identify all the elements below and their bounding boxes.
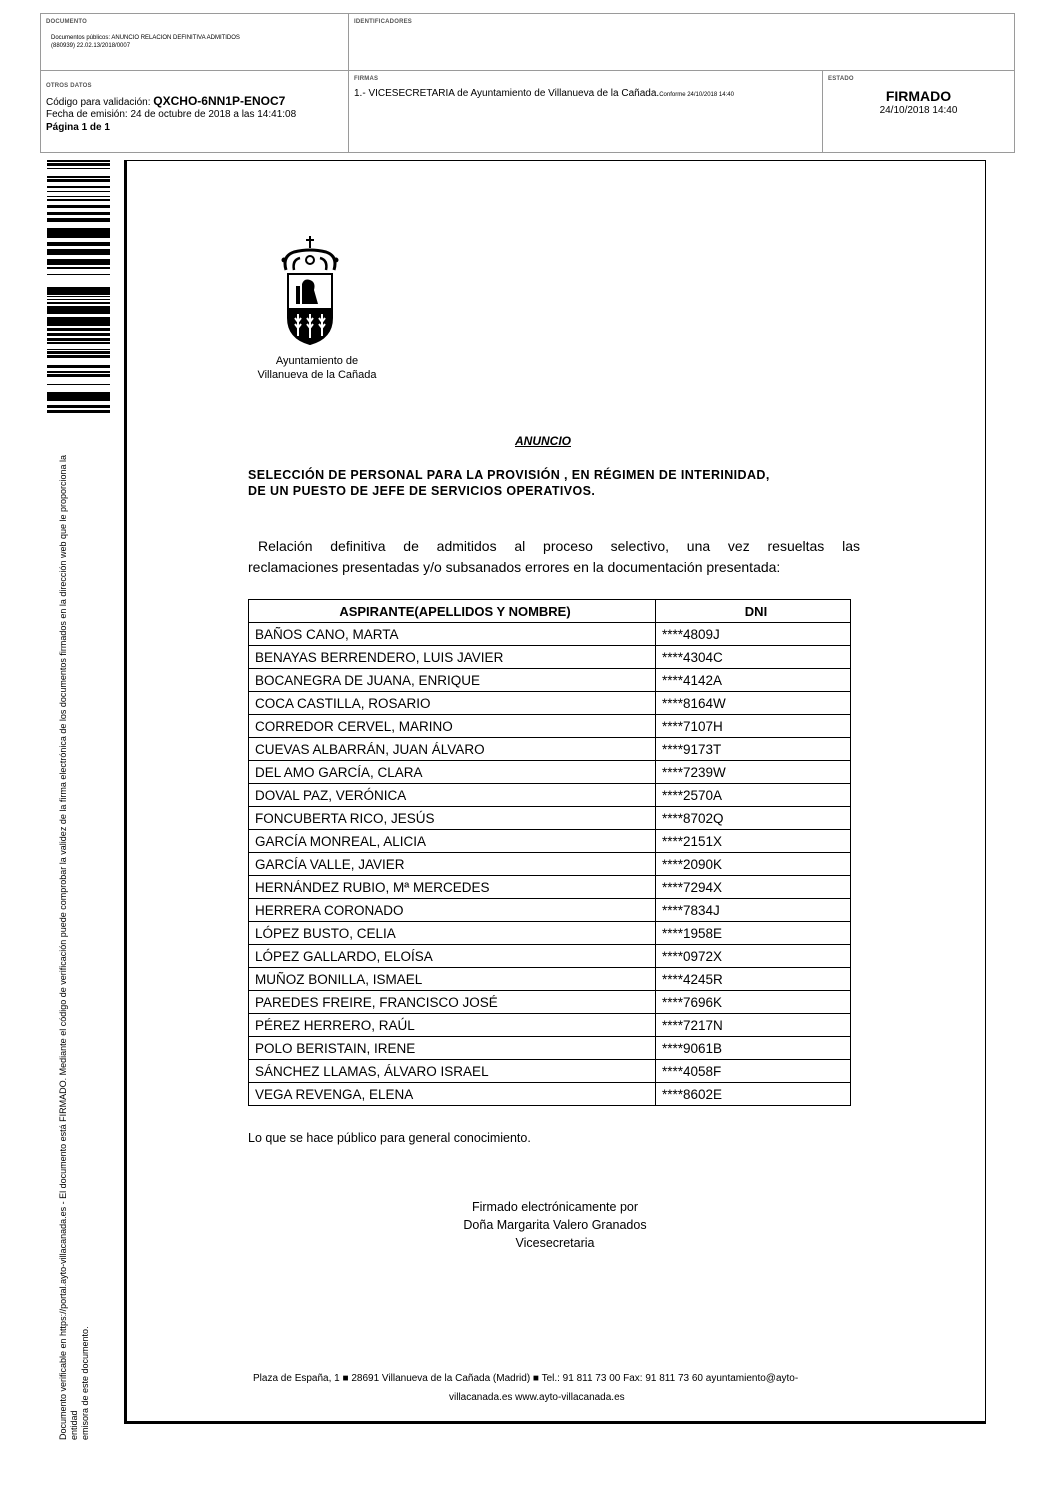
aspirante-cell: DEL AMO GARCÍA, CLARA xyxy=(249,761,656,784)
firmas-cell xyxy=(349,71,823,152)
logo-line1: Ayuntamiento de xyxy=(275,355,359,367)
side-text-line1: Documento verificable en https://portal.ayto-villacanada.es - El documento está FIRMADO. Mediante el código de verificación puede comprobar la validez de la firma electrónica de los documentos firmados en la dirección web que le proporciona la entidad xyxy=(58,454,79,1440)
firmas-line xyxy=(354,88,734,101)
intro-line1 xyxy=(248,536,860,557)
dni-cell: ****9173T xyxy=(656,738,851,761)
signature-header xyxy=(40,13,1015,153)
aspirante-cell: CORREDOR CERVEL, MARINO xyxy=(249,715,656,738)
anuncio-heading: ANUNCIO xyxy=(515,434,571,448)
dni-cell: ****8702Q xyxy=(656,807,851,830)
coat-of-arms-logo xyxy=(274,234,346,352)
admitidos-table xyxy=(248,599,851,1106)
logo-caption xyxy=(252,354,382,382)
aspirante-cell: LÓPEZ GALLARDO, ELOÍSA xyxy=(249,945,656,968)
aspirante-cell: DOVAL PAZ, VERÓNICA xyxy=(249,784,656,807)
firma-line1: Firmado electrónicamente por xyxy=(471,1200,639,1214)
barcode-image xyxy=(47,160,110,413)
table-row xyxy=(249,738,851,761)
signature-block xyxy=(440,1198,670,1252)
aspirante-cell: PAREDES FREIRE, FRANCISCO JOSÉ xyxy=(249,991,656,1014)
firma-line3: Vicesecretaria xyxy=(515,1236,595,1250)
documento-line1: Documentos públicos: ANUNCIO RELACION DEFINITIVA ADMITIDOS xyxy=(51,35,240,41)
identificadores-label: IDENTIFICADORES xyxy=(354,19,413,25)
estado-label: ESTADO xyxy=(828,76,854,82)
dni-cell: ****4142A xyxy=(656,669,851,692)
aspirante-cell: HERNÁNDEZ RUBIO, Mª MERCEDES xyxy=(249,876,656,899)
table-row xyxy=(249,807,851,830)
estado-cell xyxy=(823,71,1014,152)
table-row xyxy=(249,991,851,1014)
dni-cell: ****2090K xyxy=(656,853,851,876)
dni-cell: ****9061B xyxy=(656,1037,851,1060)
closing-text: Lo que se hace público para general conocimiento. xyxy=(248,1131,531,1145)
table-row xyxy=(249,899,851,922)
document-title xyxy=(248,467,858,499)
aspirante-cell: GARCÍA VALLE, JAVIER xyxy=(249,853,656,876)
firma-line2: Doña Margarita Valero Granados xyxy=(463,1218,647,1232)
aspirante-cell: VEGA REVENGA, ELENA xyxy=(249,1083,656,1106)
estado-date: 24/10/2018 14:40 xyxy=(879,105,958,116)
dni-cell: ****2151X xyxy=(656,830,851,853)
table-row xyxy=(249,669,851,692)
codigo-label: Código para validación: xyxy=(46,97,151,108)
aspirante-cell: PÉREZ HERRERO, RAÚL xyxy=(249,1014,656,1037)
firmante: 1.- VICESECRETARIA de Ayuntamiento de Villanueva de la Cañada. xyxy=(354,88,660,99)
documento-cell xyxy=(41,14,349,71)
dni-cell: ****4245R xyxy=(656,968,851,991)
dni-cell: ****7834J xyxy=(656,899,851,922)
intro-line2: reclamaciones presentadas y/o subsanados errores en la documentación presentada: xyxy=(248,559,781,575)
table-row xyxy=(249,1083,851,1106)
dni-cell: ****7239W xyxy=(656,761,851,784)
aspirante-cell: BOCANEGRA DE JUANA, ENRIQUE xyxy=(249,669,656,692)
dni-cell: ****8602E xyxy=(656,1083,851,1106)
codigo-value: QXCHO-6NN1P-ENOC7 xyxy=(153,94,286,108)
dni-cell: ****0972X xyxy=(656,945,851,968)
dni-cell: ****7107H xyxy=(656,715,851,738)
aspirante-cell: MUÑOZ BONILLA, ISMAEL xyxy=(249,968,656,991)
dni-cell: ****4304C xyxy=(656,646,851,669)
title-line2: DE UN PUESTO DE JEFE DE SERVICIOS OPERATIVOS. xyxy=(248,484,596,498)
aspirante-cell: CUEVAS ALBARRÁN, JUAN ÁLVARO xyxy=(249,738,656,761)
dni-cell: ****4058F xyxy=(656,1060,851,1083)
table-row xyxy=(249,968,851,991)
dni-cell: ****7696K xyxy=(656,991,851,1014)
header-dni: DNI xyxy=(656,600,851,623)
intro-text1: Relación definitiva de admitidos al proceso selectivo, una vez resueltas las xyxy=(258,538,860,554)
aspirante-cell: BAÑOS CANO, MARTA xyxy=(249,623,656,646)
page-footer xyxy=(253,1369,868,1407)
aspirante-cell: GARCÍA MONREAL, ALICIA xyxy=(249,830,656,853)
footer-line2: villacanada.es www.ayto-villacanada.es xyxy=(449,1392,625,1403)
otros-datos-cell xyxy=(41,71,349,152)
table-row xyxy=(249,784,851,807)
table-row xyxy=(249,646,851,669)
documento-line2: (880939) 22.02.13/2018/0007 xyxy=(51,43,131,49)
aspirante-cell: POLO BERISTAIN, IRENE xyxy=(249,1037,656,1060)
table-row xyxy=(249,623,851,646)
aspirante-cell: SÁNCHEZ LLAMAS, ÁLVARO ISRAEL xyxy=(249,1060,656,1083)
header-aspirante: ASPIRANTE(APELLIDOS Y NOMBRE) xyxy=(249,600,656,623)
firma-detalle: Conforme 24/10/2018 14:40 xyxy=(659,92,734,98)
otros-label: OTROS DATOS xyxy=(46,83,92,89)
table-header-row xyxy=(249,600,851,623)
table-row xyxy=(249,761,851,784)
side-verification-text xyxy=(58,430,91,1440)
table-row xyxy=(249,715,851,738)
table-row xyxy=(249,1037,851,1060)
table-row xyxy=(249,692,851,715)
codigo-validacion xyxy=(46,95,285,109)
dni-cell: ****4809J xyxy=(656,623,851,646)
table-row xyxy=(249,1014,851,1037)
pagina: Página 1 de 1 xyxy=(46,122,110,133)
table-row xyxy=(249,945,851,968)
table-row xyxy=(249,830,851,853)
aspirante-cell: FONCUBERTA RICO, JESÚS xyxy=(249,807,656,830)
table-body xyxy=(249,623,851,1106)
fecha-emision: Fecha de emisión: 24 de octubre de 2018 a las 14:41:08 xyxy=(46,109,297,120)
table-row xyxy=(249,1060,851,1083)
dni-cell: ****1958E xyxy=(656,922,851,945)
dni-cell: ****7217N xyxy=(656,1014,851,1037)
identificadores-cell xyxy=(349,14,1014,71)
dni-cell: ****7294X xyxy=(656,876,851,899)
aspirante-cell: LÓPEZ BUSTO, CELIA xyxy=(249,922,656,945)
dni-cell: ****8164W xyxy=(656,692,851,715)
logo-line2: Villanueva de la Cañada xyxy=(257,369,377,381)
title-line1: SELECCIÓN DE PERSONAL PARA LA PROVISIÓN , EN RÉGIMEN DE INTERINIDAD, xyxy=(248,468,770,482)
table-row xyxy=(249,876,851,899)
firmas-label: FIRMAS xyxy=(354,76,379,82)
side-text-line2: emisora de este documento. xyxy=(80,1326,90,1440)
aspirante-cell: HERRERA CORONADO xyxy=(249,899,656,922)
documento-label: DOCUMENTO xyxy=(46,19,88,25)
aspirante-cell: COCA CASTILLA, ROSARIO xyxy=(249,692,656,715)
dni-cell: ****2570A xyxy=(656,784,851,807)
table-row xyxy=(249,853,851,876)
footer-line1: Plaza de España, 1 ■ 28691 Villanueva de la Cañada (Madrid) ■ Tel.: 91 811 73 00 Fax: 91 811 73 60 ayuntamiento@ayto- xyxy=(253,1373,799,1384)
table-row xyxy=(249,922,851,945)
aspirante-cell: BENAYAS BERRENDERO, LUIS JAVIER xyxy=(249,646,656,669)
estado-value: FIRMADO xyxy=(885,88,952,104)
